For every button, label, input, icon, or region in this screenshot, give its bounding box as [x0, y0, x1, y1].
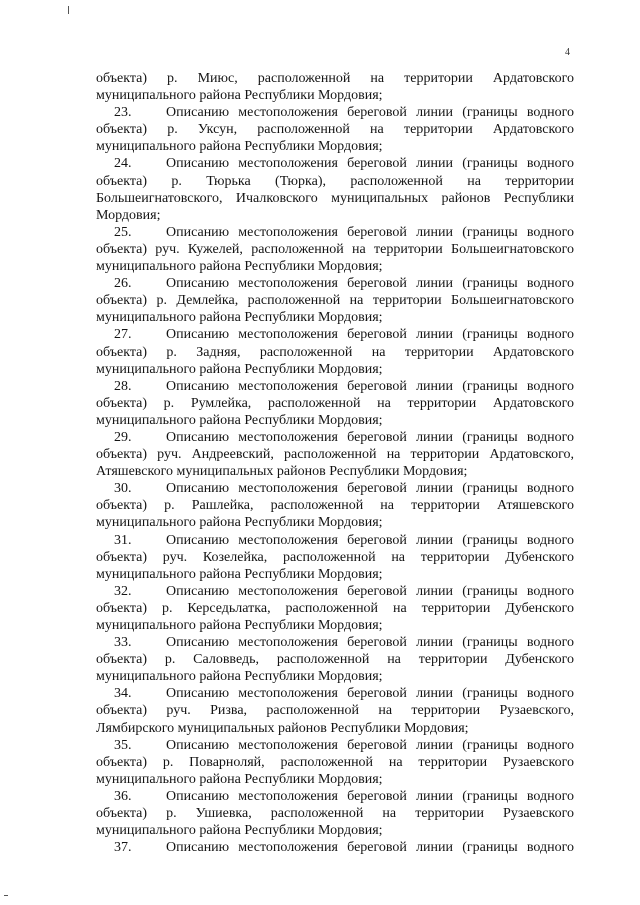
text-line [96, 651, 574, 668]
page-number: 4 [565, 47, 570, 58]
list-item-first-line [96, 685, 574, 702]
line-text: Описанию местоположения береговой линии (границы водного [166, 224, 574, 240]
line-text: объекта) р. Поварноляй, расположенной на территории Рузаевского [96, 754, 574, 770]
list-item-first-line [96, 634, 574, 651]
line-text: муниципального района Республики Мордовия; [96, 88, 383, 104]
line-text: муниципального района Республики Мордовия; [96, 412, 383, 428]
text-line [96, 805, 574, 822]
line-text: объекта) р. Уксун, расположенной на территории Ардатовского [96, 122, 574, 138]
line-text: Описанию местоположения береговой линии (границы водного [166, 276, 574, 292]
text-line [96, 463, 574, 480]
line-text: объекта) р. Миюс, расположенной на территории Ардатовского [96, 71, 574, 86]
item-number: 25. [114, 224, 132, 240]
line-text: муниципального района Республики Мордовия; [96, 310, 383, 326]
line-text: Описанию местоположения береговой линии (границы водного [166, 156, 574, 172]
document-body [96, 70, 574, 856]
text-line [96, 446, 574, 463]
line-text: Описанию местоположения береговой линии (границы водного [166, 840, 574, 856]
line-text: Описанию местоположения береговой линии (границы водного [166, 378, 574, 394]
text-line [96, 173, 574, 190]
item-number: 28. [114, 378, 132, 394]
line-text: муниципального района Республики Мордовия; [96, 669, 383, 685]
line-text: Мордовия; [96, 207, 161, 223]
text-line [96, 258, 574, 275]
line-text: муниципального района Республики Мордовия; [96, 771, 383, 787]
text-line [96, 70, 574, 87]
scan-mark [68, 6, 69, 14]
list-item-first-line [96, 839, 574, 856]
item-number: 35. [114, 737, 132, 753]
text-line [96, 668, 574, 685]
text-line [96, 395, 574, 412]
line-text: Атяшевского муниципальных районов Республики Мордовия; [96, 464, 468, 480]
text-line [96, 822, 574, 839]
item-number: 34. [114, 686, 132, 702]
item-number: 32. [114, 583, 132, 599]
text-line [96, 754, 574, 771]
line-text: Описанию местоположения береговой линии (границы водного [166, 635, 574, 651]
line-text: объекта) руч. Ризва, расположенной на территории Рузаевского, [96, 703, 574, 719]
line-text: Описанию местоположения береговой линии (границы водного [166, 327, 574, 343]
list-item-first-line [96, 275, 574, 292]
line-text: Лямбирского муниципальных районов Республики Мордовия; [96, 720, 469, 736]
line-text: объекта) р. Ушиевка, расположенной на территории Рузаевского [96, 806, 574, 822]
line-text: муниципального района Республики Мордовия; [96, 618, 383, 633]
text-line [96, 566, 574, 583]
line-text: объекта) руч. Козелейка, расположенной на территории Дубенского [96, 549, 574, 565]
text-line [96, 207, 574, 224]
line-text: муниципального района Республики Мордовия; [96, 515, 383, 531]
list-item-first-line [96, 378, 574, 395]
list-item-first-line [96, 224, 574, 241]
item-number: 27. [114, 327, 132, 343]
line-text: Описанию местоположения береговой линии (границы водного [166, 105, 574, 121]
item-number: 31. [114, 532, 132, 548]
text-line [96, 241, 574, 258]
item-number: 26. [114, 276, 132, 292]
line-text: Описанию местоположения береговой линии (границы водного [166, 788, 574, 804]
line-text: муниципального района Республики Мордовия; [96, 823, 383, 839]
list-item-first-line [96, 326, 574, 343]
line-text: объекта) руч. Кужелей, расположенной на территории Большеигнатовского [96, 241, 574, 257]
text-line [96, 344, 574, 361]
line-text: муниципального района Республики Мордовия; [96, 259, 383, 275]
list-item-first-line [96, 155, 574, 172]
text-line [96, 600, 574, 617]
list-item-first-line [96, 429, 574, 446]
line-text: муниципального района Республики Мордовия; [96, 566, 383, 582]
line-text: Описанию местоположения береговой линии (границы водного [166, 686, 574, 702]
line-text: объекта) р. Саловведь, расположенной на территории Дубенского [96, 652, 574, 668]
text-line [96, 361, 574, 378]
text-line [96, 309, 574, 326]
list-item-first-line [96, 104, 574, 121]
line-text: Описанию местоположения береговой линии (границы водного [166, 737, 574, 753]
list-item-first-line [96, 737, 574, 754]
line-text: объекта) р. Рашлейка, расположенной на территории Атяшевского [96, 498, 574, 514]
item-number: 23. [114, 105, 132, 121]
item-number: 30. [114, 481, 132, 497]
text-line [96, 121, 574, 138]
text-line [96, 702, 574, 719]
line-text: объекта) руч. Андреевский, расположенной на территории Ардатовского, [96, 447, 574, 463]
text-line [96, 549, 574, 566]
line-text: объекта) р. Керседьлатка, расположенной на территории Дубенского [96, 600, 574, 616]
list-item-first-line [96, 583, 574, 600]
line-text: объекта) р. Румлейка, расположенной на территории Ардатовского [96, 395, 574, 411]
list-item-first-line [96, 480, 574, 497]
line-text: Описанию местоположения береговой линии (границы водного [166, 481, 574, 497]
line-text: муниципального района Республики Мордовия; [96, 361, 383, 377]
text-line [96, 412, 574, 429]
line-text: объекта) р. Тюрька (Тюрка), расположенной на территории [96, 173, 574, 189]
line-text: муниципального района Республики Мордовия; [96, 139, 383, 155]
text-line [96, 720, 574, 737]
scan-mark [4, 895, 8, 896]
item-number: 24. [114, 156, 132, 172]
text-line [96, 514, 574, 531]
item-number: 29. [114, 429, 132, 445]
item-number: 37. [114, 840, 132, 856]
list-item-first-line [96, 532, 574, 549]
line-text: Большеигнатовского, Ичалковского муниципальных районов Республики [96, 190, 574, 206]
line-text: Описанию местоположения береговой линии (границы водного [166, 583, 574, 599]
text-line [96, 190, 574, 207]
item-number: 33. [114, 635, 132, 651]
text-line [96, 87, 574, 104]
list-item-first-line [96, 788, 574, 805]
line-text: Описанию местоположения береговой линии (границы водного [166, 429, 574, 445]
line-text: Описанию местоположения береговой линии (границы водного [166, 532, 574, 548]
text-line [96, 138, 574, 155]
item-number: 36. [114, 788, 132, 804]
text-line [96, 771, 574, 788]
text-line [96, 292, 574, 309]
text-line [96, 617, 574, 634]
line-text: объекта) р. Демлейка, расположенной на территории Большеигнатовского [96, 293, 574, 309]
text-line [96, 497, 574, 514]
line-text: объекта) р. Задняя, расположенной на территории Ардатовского [96, 344, 574, 360]
